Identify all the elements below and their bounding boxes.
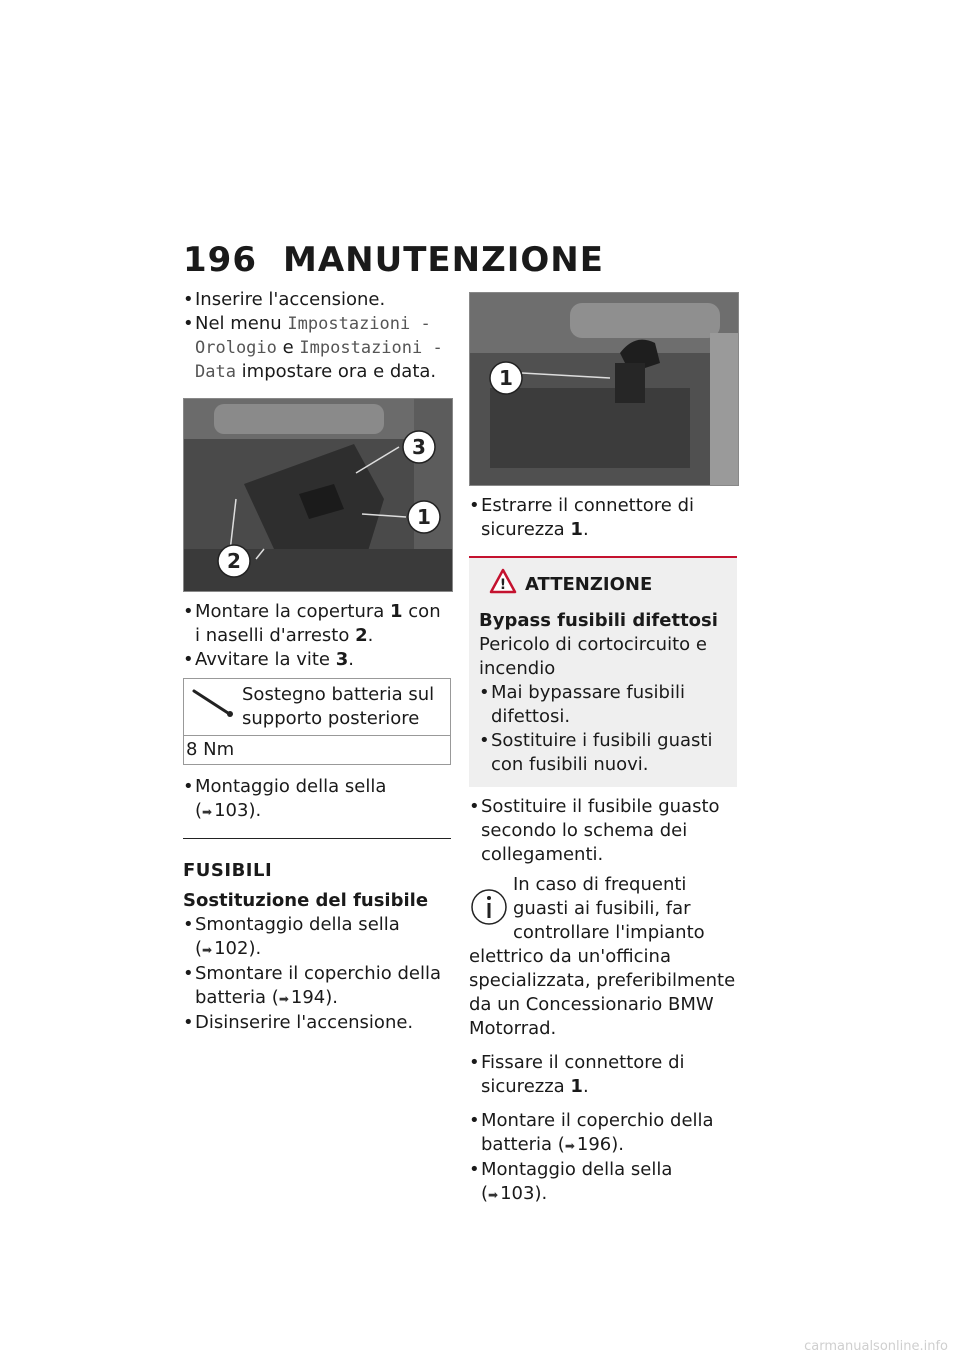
- watermark-site: carmanualsonline.info: [804, 1339, 948, 1354]
- warning-triangle-icon: [489, 568, 517, 601]
- list-item: • Nel menu Impostazioni - Orologio e Impostazioni - Data impostare ora e data.: [183, 312, 451, 384]
- menu-path: Impostazioni - Data: [195, 338, 443, 382]
- torque-value: 8 Nm: [186, 739, 235, 760]
- warning-title: ATTENZIONE: [525, 573, 653, 595]
- list-item: • Montare la copertura 1 con i naselli d'arresto 2.: [183, 600, 451, 648]
- list-item: • Montare il coperchio della batteria (➡ 196).: [469, 1109, 737, 1158]
- info-icon: [469, 887, 509, 927]
- list-item: • Smontare il coperchio della batteria (➡ 194).: [183, 962, 451, 1011]
- page-number: 196: [183, 240, 257, 280]
- list-item: • Mai bypassare fusibili difettosi.: [479, 681, 735, 729]
- callout-3: 3: [412, 435, 426, 459]
- list-item: • Montaggio della sella (➡ 103).: [469, 1158, 737, 1207]
- page-ref[interactable]: 102: [214, 938, 249, 959]
- list-item: • Montaggio della sella (➡ 103).: [183, 775, 451, 824]
- list-item: • Avvitare la vite 3.: [183, 648, 451, 672]
- page-reference-arrow-icon: ➡: [488, 1188, 499, 1202]
- page-ref[interactable]: 103: [214, 800, 249, 821]
- page-reference-arrow-icon: ➡: [202, 943, 213, 957]
- list-item: • Smontaggio della sella (➡ 102).: [183, 913, 451, 962]
- left-column: [183, 288, 451, 1035]
- callout-1: 1: [499, 366, 513, 390]
- fuse-connector-photo: [469, 292, 739, 486]
- menu-path: Impostazioni - Orologio: [195, 314, 431, 358]
- page-reference-arrow-icon: ➡: [202, 805, 213, 819]
- page-header: [183, 240, 604, 280]
- page-ref[interactable]: 196: [576, 1134, 612, 1155]
- torque-wrench-icon: [192, 683, 242, 724]
- callout-2: 2: [227, 549, 241, 573]
- callout-1: 1: [417, 505, 431, 529]
- torque-label: Sostegno batteria sul supporto posteriore: [242, 684, 435, 729]
- page-reference-arrow-icon: ➡: [278, 992, 289, 1006]
- chapter-title: MANUTENZIONE: [283, 240, 604, 280]
- info-text: In caso di frequenti guasti ai fusibili, far controllare l'impianto elettrico da un'officina specializzata, preferibilmente da un Concessionario BMW Motorrad.: [469, 874, 736, 1039]
- battery-cover-photo: [183, 398, 453, 592]
- list-item: • Disinserire l'accensione.: [183, 1011, 451, 1035]
- warning-box: [469, 556, 737, 787]
- page-reference-arrow-icon: ➡: [564, 1139, 575, 1153]
- svg-text:!: !: [499, 577, 507, 593]
- right-column: [469, 292, 737, 1207]
- torque-spec-box: [183, 678, 451, 765]
- warning-text: Pericolo di cortocircuito e incendio: [479, 634, 707, 679]
- list-item: • Estrarre il connettore di sicurezza 1.: [469, 494, 737, 542]
- list-item: • Fissare il connettore di sicurezza 1.: [469, 1051, 737, 1099]
- page-ref[interactable]: 103: [500, 1183, 535, 1204]
- info-note: [469, 873, 737, 1041]
- list-item: • Sostituire il fusibile guasto secondo lo schema dei collegamenti.: [469, 795, 737, 867]
- subsection-title: Sostituzione del fusibile: [183, 890, 429, 911]
- warning-subtitle: Bypass fusibili difettosi: [479, 610, 718, 631]
- list-item: • Inserire l'accensione.: [183, 288, 451, 312]
- list-item: • Sostituire i fusibili guasti con fusibili nuovi.: [479, 729, 735, 777]
- section-title: FUSIBILI: [183, 838, 451, 883]
- page-ref[interactable]: 194: [290, 987, 326, 1008]
